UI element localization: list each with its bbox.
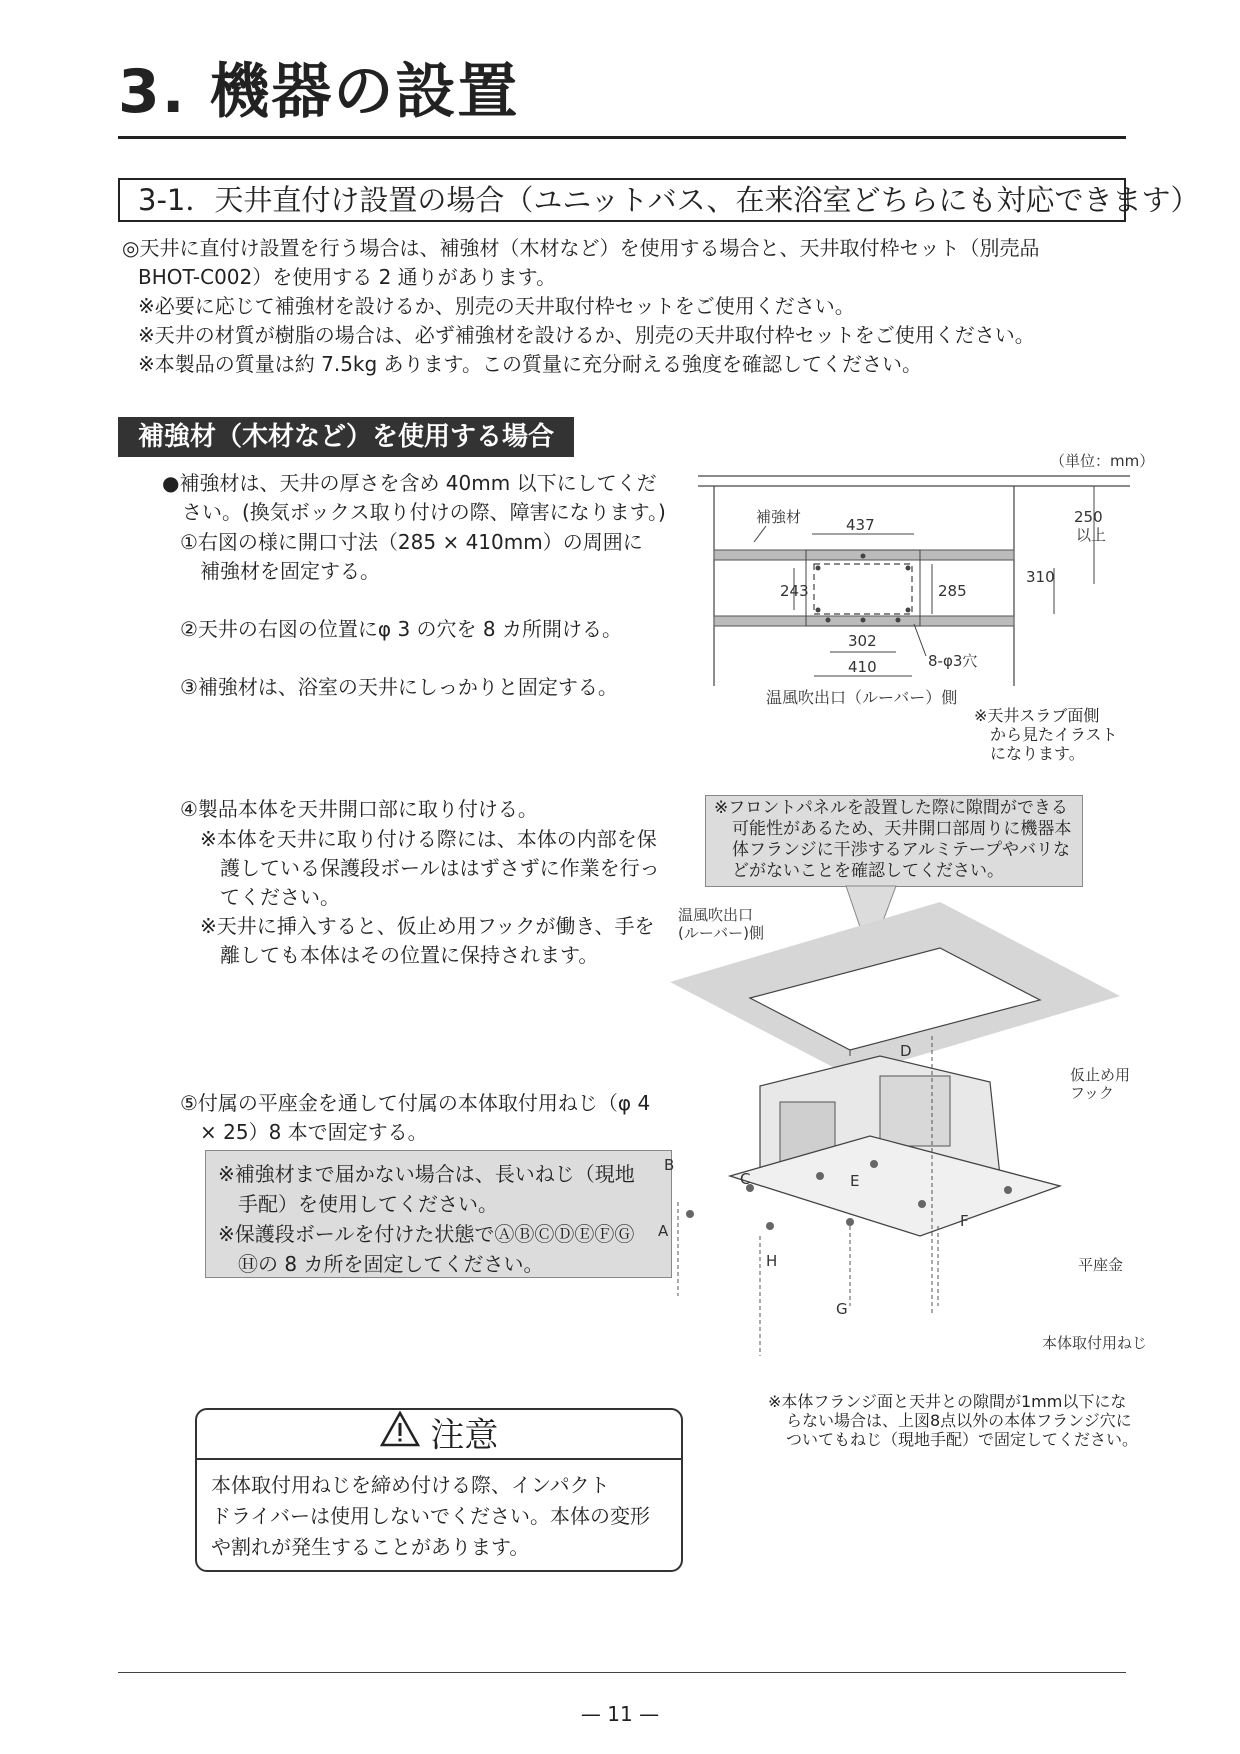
view-note: から見たイラスト [990, 725, 1118, 744]
bullet-line: ●補強材は、天井の厚さを含め 40mm 以下にしてくだ [162, 471, 657, 495]
installation-illustration [658, 886, 1148, 1356]
caution-header [197, 1410, 681, 1460]
step-5: ⑤付属の平座金を通して付属の本体取付用ねじ（φ 4 [180, 1091, 651, 1115]
step-4-note: 護している保護段ボールははずさずに作業を行っ [220, 856, 660, 880]
step-2: ②天井の右図の位置にφ 3 の穴を 8 カ所開ける。 [180, 617, 623, 641]
gap-note: ※本体フランジ面と天井との隙間が1mm以下にな [768, 1392, 1127, 1411]
caution-line: や割れが発生することがあります。 [211, 1535, 530, 1559]
dim-height-inner: 285 [938, 582, 967, 600]
step-4-note: 離しても本体はその位置に保持されます。 [220, 943, 599, 967]
section-title: 3-1．天井直付け設置の場合（ユニットバス、在来浴室どちらにも対応できます） [118, 178, 1126, 222]
point-a-label: A [658, 1222, 669, 1240]
screw-label: 本体取付用ねじ [1042, 1334, 1148, 1352]
outlet-label: 温風吹出口（ルーバー）側 [766, 688, 958, 707]
point-e-label: E [850, 1172, 860, 1190]
caution-box [195, 1408, 683, 1572]
outlet-label-2: (ルーバー)側 [678, 924, 764, 942]
step-5-note-box [205, 1150, 675, 1278]
subsection-heading: 補強材（木材など）を使用する場合 [118, 417, 574, 457]
hook-label-2: フック [1070, 1084, 1114, 1102]
note-line: ※保護段ボールを付けた状態でⒶⒷⒸⒹⒺⒻⒼ [218, 1222, 635, 1246]
intro-note: ※天井の材質が樹脂の場合は、必ず補強材を設けるか、別売の天井取付枠セットをご使用ください。 [138, 323, 1035, 347]
dim-width-inner: 302 [848, 632, 877, 650]
note-line: 手配）を使用してください。 [238, 1192, 498, 1216]
intro-note: ※必要に応じて補強材を設けるか、別売の天井取付枠セットをご使用ください。 [138, 294, 855, 318]
page-number: — 11 — [580, 1702, 660, 1726]
view-note: ※天井スラブ面側 [974, 706, 1100, 725]
bullet-line: さい。(換気ボックス取り付けの際、障害になります。) [182, 500, 666, 524]
point-g-label: G [836, 1300, 848, 1318]
dim-height-right: 310 [1026, 568, 1055, 586]
gap-note: ついてもねじ（現地手配）で固定してください。 [786, 1430, 1139, 1449]
step-1-cont: 補強材を固定する。 [200, 559, 380, 583]
intro-line: ◎天井に直付け設置を行う場合は、補強材（木材など）を使用する場合と、天井取付枠セット（別売品 [122, 236, 1040, 260]
hole-label: 8-φ3穴 [928, 652, 978, 670]
washer-label: 平座金 [1078, 1256, 1124, 1274]
warning-icon [380, 1411, 420, 1460]
view-note: になります。 [990, 744, 1085, 763]
caution-heading: 注意 [430, 1415, 499, 1456]
callout-line: 可能性があるため、天井開口部周りに機器本 [732, 819, 1072, 839]
step-4-note: ※天井に挿入すると、仮止め用フックが働き、手を [200, 914, 655, 938]
ceiling-dimension-diagram [694, 446, 1155, 716]
callout-line: どがないことを確認してください。 [732, 861, 1004, 881]
unit-label: （単位：mm） [1050, 452, 1155, 470]
dim-height-left: 243 [780, 582, 809, 600]
step-1: ①右図の様に開口寸法（285 × 410mm）の周囲に [180, 530, 643, 554]
step-4-note: ※本体を天井に取り付ける際には、本体の内部を保 [200, 827, 657, 851]
callout-line: 体フランジに干渉するアルミテープやバリな [732, 840, 1071, 860]
point-c-label: C [740, 1170, 751, 1188]
caution-line: ドライバーは使用しないでください。本体の変形 [211, 1504, 650, 1528]
point-h-label: H [766, 1252, 778, 1270]
hook-label-1: 仮止め用 [1070, 1066, 1131, 1084]
step-4: ④製品本体を天井開口部に取り付ける。 [180, 797, 538, 821]
caution-line: 本体取付用ねじを締め付ける際、インパクト [211, 1473, 610, 1497]
caution-text [211, 1470, 671, 1563]
dim-height-far: 250 [1074, 508, 1103, 526]
note-line: Ⓗの 8 カ所を固定してください。 [238, 1252, 544, 1276]
gap-note: らない場合は、上図8点以外の本体フランジ穴に [786, 1411, 1132, 1430]
dim-width-top: 437 [846, 516, 875, 534]
note-line: ※補強材まで届かない場合は、長いねじ（現地 [218, 1162, 635, 1186]
intro-line: BHOT-C002）を使用する 2 通りがあります。 [138, 265, 557, 289]
point-b-label: B [664, 1156, 675, 1174]
step-3: ③補強材は、浴室の天井にしっかりと固定する。 [180, 675, 618, 699]
dim-height-far-note: 以上 [1076, 526, 1107, 544]
step-5-cont: × 25）8 本で固定する。 [200, 1120, 428, 1144]
step-4-note: てください。 [220, 885, 340, 909]
point-f-label: F [960, 1212, 969, 1230]
outlet-label-1: 温風吹出口 [678, 906, 754, 924]
front-panel-callout [705, 795, 1083, 887]
footer-divider [118, 1672, 1126, 1673]
dim-width-outer: 410 [848, 658, 877, 676]
intro-note: ※本製品の質量は約 7.5kg あります。この質量に充分耐える強度を確認してください。 [138, 352, 922, 376]
page-title: 3. 機器の設置 [118, 57, 520, 127]
point-d-label: D [900, 1042, 912, 1060]
title-divider [118, 136, 1126, 139]
callout-line: ※フロントパネルを設置した際に隙間ができる [714, 798, 1068, 818]
material-label: 補強材 [756, 508, 802, 526]
